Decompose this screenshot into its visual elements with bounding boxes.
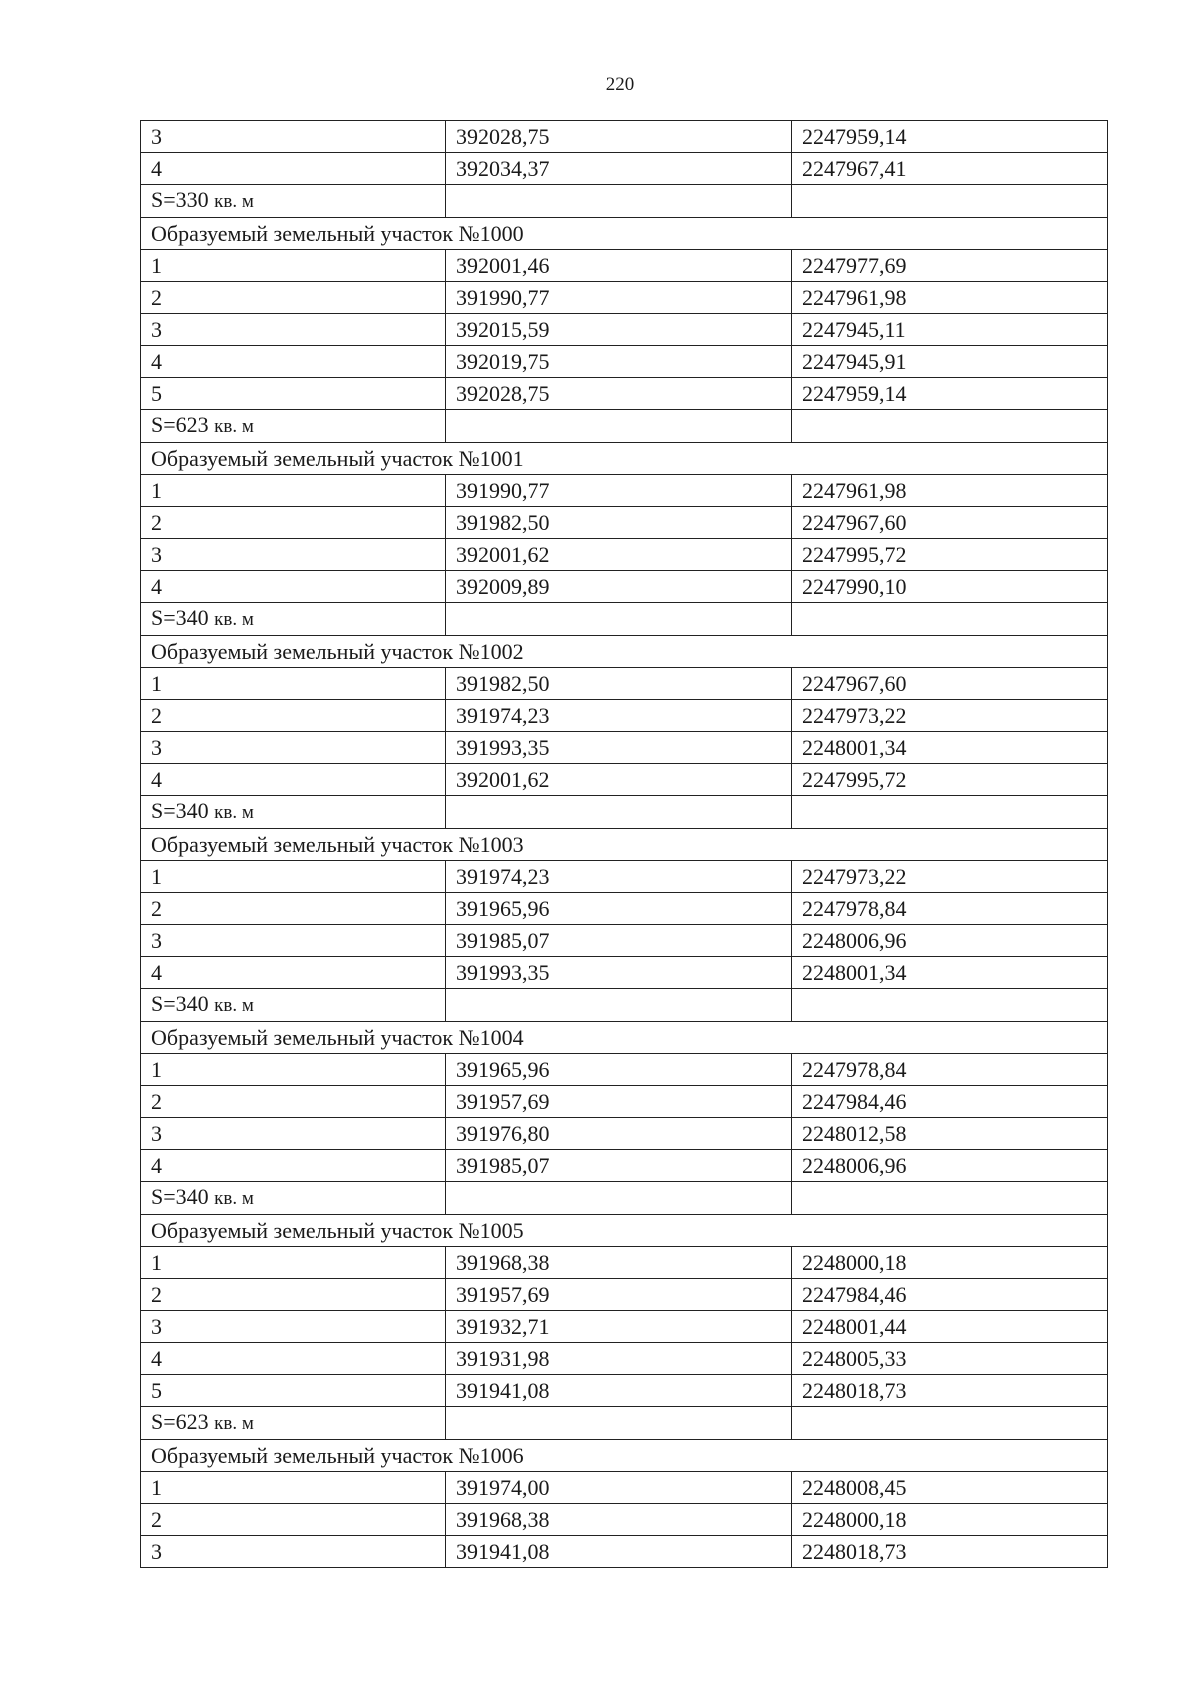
- table-row: [141, 153, 1108, 185]
- x-coordinate: 392028,75: [446, 378, 792, 410]
- area-row: [141, 796, 1108, 829]
- table-row: [141, 1279, 1108, 1311]
- point-number: 1: [141, 668, 446, 700]
- y-coordinate: 2247959,14: [792, 121, 1108, 153]
- table-row: [141, 378, 1108, 410]
- point-number: 5: [141, 378, 446, 410]
- table-row: [141, 1150, 1108, 1182]
- point-number: 2: [141, 700, 446, 732]
- x-coordinate: 391957,69: [446, 1086, 792, 1118]
- empty-cell: [446, 796, 792, 829]
- x-coordinate: 391976,80: [446, 1118, 792, 1150]
- table-row: [141, 121, 1108, 153]
- table-row: [141, 1375, 1108, 1407]
- y-coordinate: 2247984,46: [792, 1086, 1108, 1118]
- y-coordinate: 2247995,72: [792, 764, 1108, 796]
- table-row: [141, 1247, 1108, 1279]
- empty-cell: [446, 185, 792, 218]
- area-unit: кв. м: [214, 802, 254, 823]
- x-coordinate: 391968,38: [446, 1247, 792, 1279]
- x-coordinate: 391932,71: [446, 1311, 792, 1343]
- empty-cell: [792, 1182, 1108, 1215]
- table-row: [141, 1343, 1108, 1375]
- area-row: [141, 603, 1108, 636]
- table-row: [141, 1504, 1108, 1536]
- y-coordinate: 2247967,41: [792, 153, 1108, 185]
- point-number: 1: [141, 1472, 446, 1504]
- x-coordinate: 391982,50: [446, 668, 792, 700]
- plot-heading-row: [141, 1022, 1108, 1054]
- point-number: 4: [141, 957, 446, 989]
- area-cell: [141, 1407, 446, 1440]
- table-row: [141, 346, 1108, 378]
- empty-cell: [446, 603, 792, 636]
- point-number: 4: [141, 764, 446, 796]
- table-row: [141, 571, 1108, 603]
- y-coordinate: 2247995,72: [792, 539, 1108, 571]
- point-number: 1: [141, 1247, 446, 1279]
- x-coordinate: 391990,77: [446, 475, 792, 507]
- table-row: [141, 507, 1108, 539]
- table-row: [141, 764, 1108, 796]
- y-coordinate: 2248000,18: [792, 1247, 1108, 1279]
- area-value: S=340: [151, 605, 209, 630]
- area-row: [141, 185, 1108, 218]
- point-number: 4: [141, 1150, 446, 1182]
- plot-heading: Образуемый земельный участок №1002: [141, 636, 1108, 668]
- point-number: 1: [141, 250, 446, 282]
- x-coordinate: 392009,89: [446, 571, 792, 603]
- table-row: [141, 1118, 1108, 1150]
- y-coordinate: 2248018,73: [792, 1375, 1108, 1407]
- page-number: 220: [605, 74, 635, 95]
- plot-heading-row: [141, 829, 1108, 861]
- point-number: 3: [141, 1536, 446, 1568]
- point-number: 3: [141, 1118, 446, 1150]
- y-coordinate: 2247978,84: [792, 893, 1108, 925]
- plot-heading: Образуемый земельный участок №1006: [141, 1440, 1108, 1472]
- y-coordinate: 2248001,34: [792, 732, 1108, 764]
- x-coordinate: 392015,59: [446, 314, 792, 346]
- table-row: [141, 1472, 1108, 1504]
- y-coordinate: 2247984,46: [792, 1279, 1108, 1311]
- x-coordinate: 392034,37: [446, 153, 792, 185]
- area-unit: кв. м: [214, 995, 254, 1016]
- area-row: [141, 1407, 1108, 1440]
- table-row: [141, 861, 1108, 893]
- point-number: 1: [141, 1054, 446, 1086]
- table-row: [141, 539, 1108, 571]
- x-coordinate: 391982,50: [446, 507, 792, 539]
- empty-cell: [446, 1407, 792, 1440]
- plot-heading: Образуемый земельный участок №1001: [141, 443, 1108, 475]
- point-number: 1: [141, 475, 446, 507]
- point-number: 3: [141, 925, 446, 957]
- area-value: S=623: [151, 412, 209, 437]
- empty-cell: [792, 796, 1108, 829]
- table-row: [141, 925, 1108, 957]
- y-coordinate: 2247973,22: [792, 700, 1108, 732]
- point-number: 2: [141, 1279, 446, 1311]
- point-number: 2: [141, 282, 446, 314]
- y-coordinate: 2248008,45: [792, 1472, 1108, 1504]
- x-coordinate: 391993,35: [446, 957, 792, 989]
- area-cell: [141, 410, 446, 443]
- y-coordinate: 2248006,96: [792, 925, 1108, 957]
- y-coordinate: 2248006,96: [792, 1150, 1108, 1182]
- x-coordinate: 391990,77: [446, 282, 792, 314]
- x-coordinate: 391993,35: [446, 732, 792, 764]
- plot-heading-row: [141, 1440, 1108, 1472]
- point-number: 4: [141, 1343, 446, 1375]
- area-cell: [141, 185, 446, 218]
- plot-heading-row: [141, 218, 1108, 250]
- point-number: 2: [141, 1504, 446, 1536]
- y-coordinate: 2247973,22: [792, 861, 1108, 893]
- x-coordinate: 391974,23: [446, 861, 792, 893]
- point-number: 4: [141, 153, 446, 185]
- x-coordinate: 391957,69: [446, 1279, 792, 1311]
- area-value: S=340: [151, 1184, 209, 1209]
- y-coordinate: 2248018,73: [792, 1536, 1108, 1568]
- area-cell: [141, 796, 446, 829]
- area-row: [141, 1182, 1108, 1215]
- table-row: [141, 957, 1108, 989]
- x-coordinate: 392019,75: [446, 346, 792, 378]
- table-row: [141, 1086, 1108, 1118]
- plot-heading: Образуемый земельный участок №1004: [141, 1022, 1108, 1054]
- x-coordinate: 391941,08: [446, 1375, 792, 1407]
- x-coordinate: 391974,23: [446, 700, 792, 732]
- x-coordinate: 391985,07: [446, 925, 792, 957]
- table-row: [141, 314, 1108, 346]
- area-value: S=330: [151, 187, 209, 212]
- x-coordinate: 391985,07: [446, 1150, 792, 1182]
- area-cell: [141, 1182, 446, 1215]
- table-row: [141, 1054, 1108, 1086]
- y-coordinate: 2247961,98: [792, 282, 1108, 314]
- x-coordinate: 391965,96: [446, 893, 792, 925]
- table-row: [141, 700, 1108, 732]
- y-coordinate: 2247945,91: [792, 346, 1108, 378]
- y-coordinate: 2247978,84: [792, 1054, 1108, 1086]
- area-unit: кв. м: [214, 1188, 254, 1209]
- table-row: [141, 250, 1108, 282]
- area-value: S=340: [151, 991, 209, 1016]
- area-unit: кв. м: [214, 191, 254, 212]
- table-row: [141, 1311, 1108, 1343]
- x-coordinate: 392001,62: [446, 764, 792, 796]
- point-number: 1: [141, 861, 446, 893]
- area-unit: кв. м: [214, 1413, 254, 1434]
- plot-heading: Образуемый земельный участок №1005: [141, 1215, 1108, 1247]
- area-unit: кв. м: [214, 416, 254, 437]
- point-number: 3: [141, 1311, 446, 1343]
- y-coordinate: 2247967,60: [792, 668, 1108, 700]
- y-coordinate: 2248001,34: [792, 957, 1108, 989]
- table-row: [141, 282, 1108, 314]
- point-number: 3: [141, 539, 446, 571]
- y-coordinate: 2248005,33: [792, 1343, 1108, 1375]
- empty-cell: [792, 1407, 1108, 1440]
- point-number: 5: [141, 1375, 446, 1407]
- y-coordinate: 2247961,98: [792, 475, 1108, 507]
- empty-cell: [446, 989, 792, 1022]
- y-coordinate: 2247977,69: [792, 250, 1108, 282]
- y-coordinate: 2247967,60: [792, 507, 1108, 539]
- empty-cell: [792, 410, 1108, 443]
- empty-cell: [446, 410, 792, 443]
- x-coordinate: 391965,96: [446, 1054, 792, 1086]
- y-coordinate: 2248001,44: [792, 1311, 1108, 1343]
- y-coordinate: 2247945,11: [792, 314, 1108, 346]
- coordinates-table-body: [141, 121, 1108, 1568]
- area-row: [141, 410, 1108, 443]
- area-row: [141, 989, 1108, 1022]
- y-coordinate: 2248000,18: [792, 1504, 1108, 1536]
- area-value: S=340: [151, 798, 209, 823]
- coordinates-table: [140, 120, 1108, 1568]
- point-number: 4: [141, 571, 446, 603]
- area-unit: кв. м: [214, 609, 254, 630]
- point-number: 2: [141, 507, 446, 539]
- y-coordinate: 2247990,10: [792, 571, 1108, 603]
- y-coordinate: 2248012,58: [792, 1118, 1108, 1150]
- plot-heading: Образуемый земельный участок №1000: [141, 218, 1108, 250]
- x-coordinate: 392028,75: [446, 121, 792, 153]
- point-number: 4: [141, 346, 446, 378]
- table-row: [141, 732, 1108, 764]
- point-number: 2: [141, 893, 446, 925]
- plot-heading-row: [141, 1215, 1108, 1247]
- x-coordinate: 392001,46: [446, 250, 792, 282]
- empty-cell: [792, 989, 1108, 1022]
- x-coordinate: 391974,00: [446, 1472, 792, 1504]
- x-coordinate: 391931,98: [446, 1343, 792, 1375]
- table-row: [141, 475, 1108, 507]
- area-cell: [141, 989, 446, 1022]
- empty-cell: [446, 1182, 792, 1215]
- table-row: [141, 668, 1108, 700]
- plot-heading-row: [141, 443, 1108, 475]
- table-row: [141, 1536, 1108, 1568]
- x-coordinate: 391968,38: [446, 1504, 792, 1536]
- table-row: [141, 893, 1108, 925]
- point-number: 2: [141, 1086, 446, 1118]
- plot-heading-row: [141, 636, 1108, 668]
- point-number: 3: [141, 121, 446, 153]
- empty-cell: [792, 603, 1108, 636]
- empty-cell: [792, 185, 1108, 218]
- point-number: 3: [141, 314, 446, 346]
- area-cell: [141, 603, 446, 636]
- plot-heading: Образуемый земельный участок №1003: [141, 829, 1108, 861]
- x-coordinate: 392001,62: [446, 539, 792, 571]
- x-coordinate: 391941,08: [446, 1536, 792, 1568]
- area-value: S=623: [151, 1409, 209, 1434]
- y-coordinate: 2247959,14: [792, 378, 1108, 410]
- point-number: 3: [141, 732, 446, 764]
